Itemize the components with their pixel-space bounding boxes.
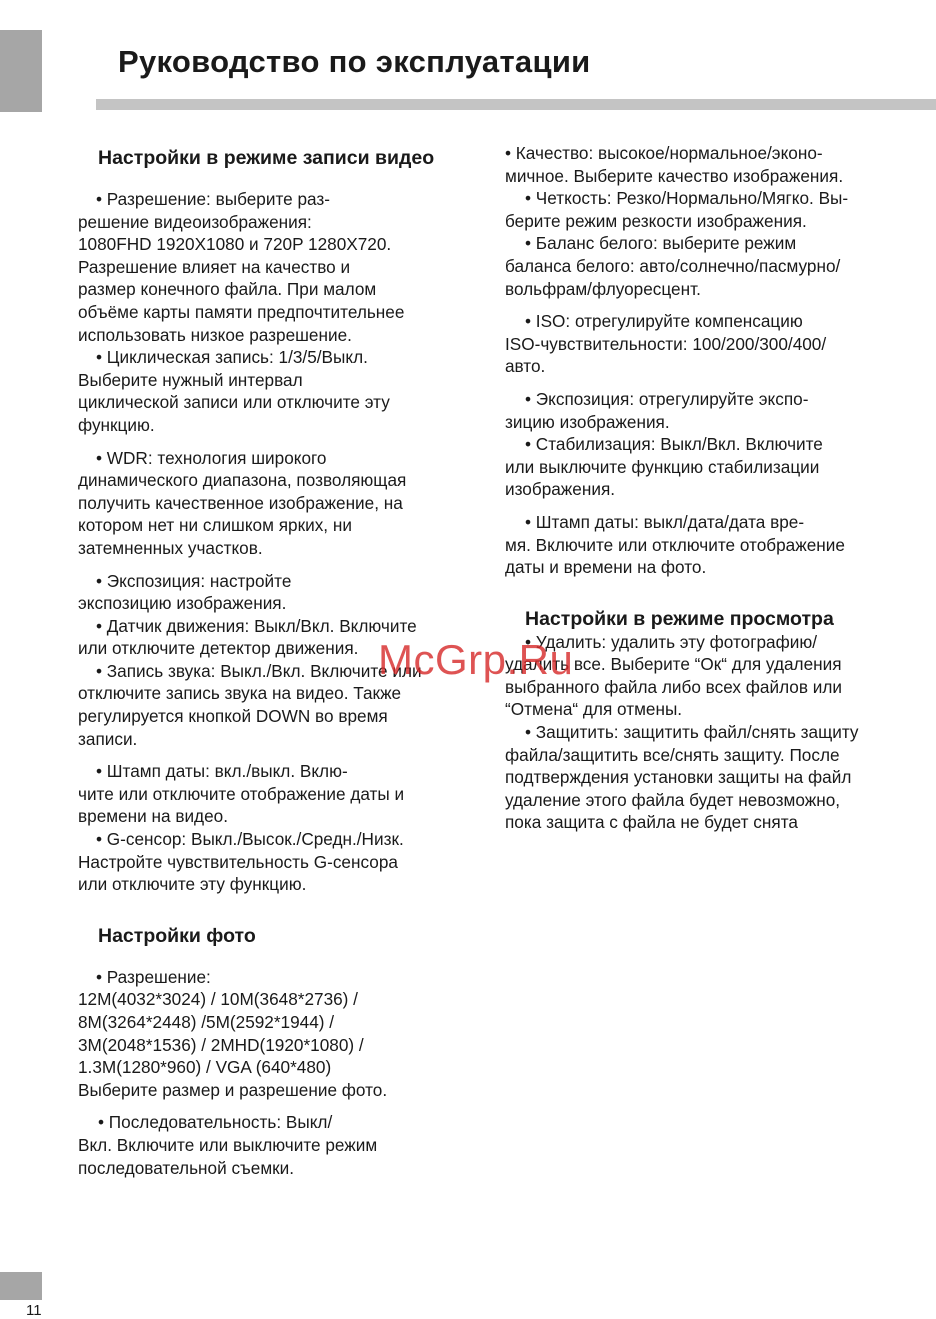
section-heading-photo: Настройки фото [98, 924, 256, 947]
text-line: Настройте чувствительность G-сенсора [78, 851, 398, 872]
text-line: Выберите нужный интервал [78, 369, 303, 390]
text-line: Вкл. Включите или выключите режим [78, 1134, 378, 1155]
section-heading-playback: Настройки в режиме просмотра [525, 607, 834, 630]
text-line: времени на видео. [78, 806, 228, 827]
text-line: • Штамп даты: вкл./выкл. Вклю- [96, 761, 348, 782]
text-line: • Качество: высокое/нормальное/эконо- [505, 143, 823, 163]
text-line: • Датчик движения: Выкл/Вкл. Включите [96, 615, 417, 636]
text-line: ISO-чувствительности: 100/200/300/400/ [505, 333, 827, 354]
paragraph-video-exposure [78, 570, 486, 615]
text-line: подтверждения установки защиты на файл [505, 767, 852, 788]
text-line: даты и времени на фото. [505, 557, 707, 578]
text-line: выбранного файла либо всех файлов или [505, 676, 842, 697]
side-tab-bottom [0, 1272, 42, 1300]
header-rule [96, 99, 936, 110]
text-line: • Циклическая запись: 1/3/5/Выкл. [96, 347, 368, 368]
text-line: “Отмена“ для отмены. [505, 699, 683, 720]
text-line: использовать низкое разрешение. [78, 324, 352, 345]
text-line: удаление этого файла будет невозможно, [505, 789, 841, 810]
text-line: • G-сенсор: Выкл./Высок./Средн./Низк. [96, 829, 404, 850]
section-heading-video: Настройки в режиме записи видео [98, 147, 435, 169]
text-line: файла/защитить все/снять защиту. После [505, 744, 840, 765]
text-line: получить качественное изображение, на [78, 492, 403, 513]
paragraph-loop-recording [78, 346, 486, 436]
side-tab-top [0, 30, 42, 112]
text-line: • Штамп даты: выкл/дата/дата вре- [525, 511, 805, 532]
page-number: 11 [26, 1302, 42, 1319]
text-line: или выключите функцию стабилизации [505, 456, 820, 477]
text-line: вольфрам/флуоресцент. [505, 278, 701, 299]
text-line: 1.3M(1280*960) / VGA (640*480) [78, 1057, 332, 1078]
paragraph-video-date-stamp [78, 760, 486, 828]
paragraph-video-resolution [78, 188, 486, 346]
right-column [505, 142, 925, 834]
paragraph-photo-resolution [78, 966, 486, 1102]
text-line: • Разрешение: выберите раз- [96, 189, 330, 209]
paragraph-sharpness [505, 187, 925, 232]
paragraph-quality [505, 142, 925, 187]
text-line: берите режим резкости изображения. [505, 210, 807, 231]
text-line: мя. Включите или отключите отображение [505, 534, 845, 555]
paragraph-wdr [78, 447, 486, 560]
text-line: • Удалить: удалить эту фотографию/ [525, 631, 817, 652]
paragraph-white-balance [505, 232, 925, 300]
text-line: чите или отключите отображение даты и [78, 783, 405, 804]
text-line: мичное. Выберите качество изображения. [505, 165, 844, 186]
text-line: пока защита с файла не будет снята [505, 812, 798, 833]
paragraph-photo-date-stamp [505, 511, 925, 579]
text-line: • Стабилизация: Выкл/Вкл. Включите [525, 434, 823, 455]
paragraph-sequence [78, 1111, 486, 1179]
text-line: 1080FHD 1920X1080 и 720P 1280X720. [78, 234, 392, 255]
text-line: • ISO: отрегулируйте компенсацию [525, 311, 803, 332]
paragraph-stabilization [505, 433, 925, 501]
text-line: 12M(4032*3024) / 10M(3648*2736) / [78, 989, 358, 1010]
text-line: 8M(3264*2448) /5M(2592*1944) / [78, 1012, 335, 1032]
text-line: авто. [505, 356, 546, 377]
text-line: размер конечного файла. При малом [78, 279, 377, 300]
text-line: циклической записи или отключите эту [78, 392, 390, 413]
text-line: • WDR: технология широкого [96, 447, 327, 468]
text-line: • Последовательность: Выкл/ [98, 1112, 333, 1133]
text-line: или отключите детектор движения. [78, 638, 359, 659]
text-line: зицию изображения. [505, 411, 670, 432]
text-line: • Баланс белого: выберите режим [525, 233, 797, 254]
text-line: котором нет ни слишком ярких, ни [78, 515, 352, 536]
text-line: • Экспозиция: настройте [96, 570, 292, 591]
text-line: • Четкость: Резко/Нормально/Мягко. Вы- [525, 188, 849, 209]
text-line: баланса белого: авто/солнечно/пасмурно/ [505, 255, 841, 276]
text-line: экспозицию изображения. [78, 593, 287, 614]
text-line: записи. [78, 728, 138, 749]
text-line: решение видеоизображения: [78, 211, 312, 232]
paragraph-g-sensor [78, 828, 486, 896]
page-title: Руководство по эксплуатации [118, 44, 591, 79]
text-line: отключите запись звука на видео. Также [78, 683, 402, 704]
watermark-text: McGrp.Ru [378, 636, 574, 683]
paragraph-protect [505, 721, 925, 834]
text-line: динамического диапазона, позволяющая [78, 470, 407, 491]
text-line: регулируется кнопкой DOWN во время [78, 706, 388, 727]
text-line: затемненных участков. [78, 537, 263, 558]
text-line: удалить все. Выберите “Ок“ для удаления [505, 654, 842, 675]
text-line: Выберите размер и разрешение фото. [78, 1079, 388, 1100]
paragraph-iso [505, 310, 925, 378]
text-line: • Разрешение: [96, 966, 211, 987]
text-line: Разрешение влияет на качество и [78, 256, 351, 277]
text-line: последовательной съемки. [78, 1157, 295, 1178]
text-line: изображения. [505, 479, 616, 500]
text-line: 3M(2048*1536) / 2MHD(1920*1080) / [78, 1034, 364, 1055]
text-line: • Экспозиция: отрегулируйте экспо- [525, 388, 809, 409]
text-line: • Запись звука: Выкл./Вкл. Включите или [96, 660, 422, 681]
text-line: или отключите эту функцию. [78, 874, 307, 895]
paragraph-photo-exposure [505, 388, 925, 433]
text-line: функцию. [78, 414, 155, 435]
text-line: • Защитить: защитить файл/снять защиту [525, 722, 859, 743]
text-line: объёме карты памяти предпочтительнее [78, 301, 405, 322]
